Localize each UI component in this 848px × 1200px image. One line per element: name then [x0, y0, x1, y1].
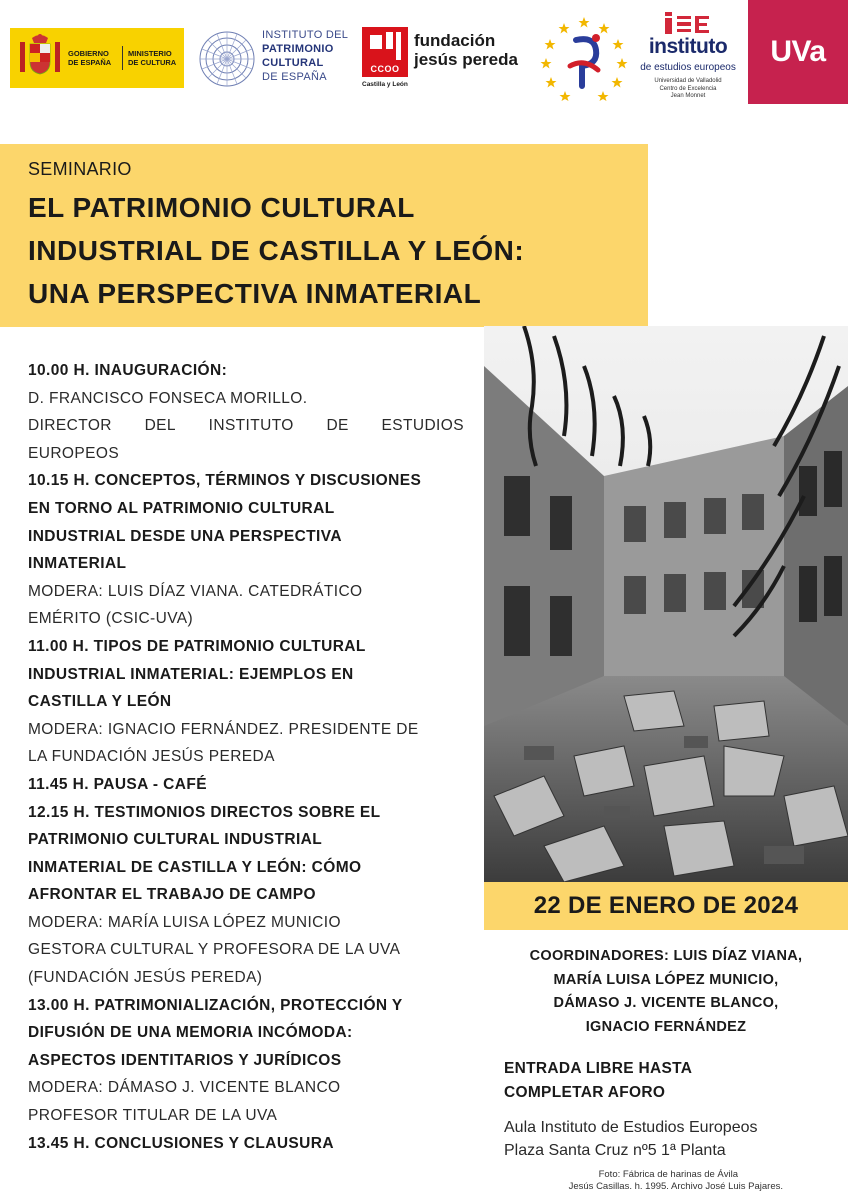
program-detail-line: GESTORA CULTURAL Y PROFESORA DE LA UVA: [28, 941, 401, 959]
program-session-line: 12.15 H. TESTIMONIOS DIRECTOS SOBRE EL: [28, 803, 381, 821]
program-session-line: DIFUSIÓN DE UNA MEMORIA INCÓMODA:: [28, 1024, 353, 1042]
free-entry-notice: [504, 1057, 692, 1105]
iee-jean-monnet: Jean Monnet: [670, 93, 706, 99]
iee-subtitle: de estudios europeos: [640, 62, 736, 73]
program-session-line: AFRONTAR EL TRABAJO DE CAMPO: [28, 886, 316, 904]
photo-credit-line-2: Jesús Casillas. h. 1995. Archivo José Luis Pajares.: [568, 1181, 783, 1192]
program-session-line: 11.45 H. PAUSA - CAFÉ: [28, 775, 207, 793]
program-session-line: 13.00 H. PATRIMONIALIZACIÓN, PROTECCIÓN Y: [28, 996, 403, 1014]
ccoo-fundacion-logo: [362, 27, 530, 93]
iee-university: Universidad de Valladolid: [654, 78, 722, 84]
venue-line-1: Aula Instituto de Estudios Europeos: [504, 1119, 758, 1136]
program-word: INSTITUTO: [208, 417, 294, 435]
coordinators-line-1: COORDINADORES: LUIS DÍAZ VIANA,: [529, 948, 803, 964]
program-detail-line: EUROPEOS: [28, 444, 120, 462]
royal-coat-of-arms-icon: [14, 32, 66, 84]
program-schedule: [28, 357, 464, 1157]
factory-ruins-photo: [484, 326, 848, 882]
program-word: DIRECTOR: [28, 417, 112, 435]
program-session-line: EN TORNO AL PATRIMONIO CULTURAL: [28, 499, 335, 517]
ipce-logo: [196, 26, 358, 92]
ipce-rosette-icon: [198, 30, 256, 88]
ipce-line-4: DE ESPAÑA: [262, 71, 327, 83]
program-session-line: 11.00 H. TIPOS DE PATRIMONIO CULTURAL: [28, 637, 366, 655]
iee-mark-icon: [663, 12, 713, 36]
venue-line-2: Plaza Santa Cruz nº5 1ª Planta: [504, 1142, 726, 1159]
iee-name: instituto: [648, 35, 728, 58]
program-word: DEL: [144, 417, 176, 435]
program-session-line: 13.45 H. CONCLUSIONES Y CLAUSURA: [28, 1134, 334, 1152]
coordinators-line-3: DÁMASO J. VICENTE BLANCO,: [553, 995, 779, 1011]
ruins-illustration: [484, 326, 848, 882]
program-word: ESTUDIOS: [381, 417, 464, 435]
program-session-line: PATRIMONIO CULTURAL INDUSTRIAL: [28, 831, 323, 849]
page-title-line-1: EL PATRIMONIO CULTURAL: [28, 192, 415, 223]
program-session-line: INMATERIAL DE CASTILLA Y LEÓN: CÓMO: [28, 858, 362, 876]
uva-logo: UVa: [748, 0, 848, 104]
photo-credit: [484, 1169, 828, 1193]
ipce-line-3: CULTURAL: [262, 57, 324, 69]
program-session-line: CASTILLA Y LEÓN: [28, 693, 172, 711]
program-session-line: INMATERIAL: [28, 555, 127, 573]
ipce-line-2: PATRIMONIO: [262, 43, 334, 55]
program-session-line: INDUSTRIAL DESDE UNA PERSPECTIVA: [28, 527, 342, 545]
ipce-line-1: INSTITUTO DEL: [262, 29, 349, 41]
page-title-line-3: UNA PERSPECTIVA INMATERIAL: [28, 278, 482, 309]
program-detail-line: (FUNDACIÓN JESÚS PEREDA): [28, 969, 263, 987]
program-session-line: INDUSTRIAL INMATERIAL: EJEMPLOS EN: [28, 665, 354, 683]
fundacion-line-2: jesús pereda: [414, 50, 518, 69]
program-detail-line: MODERA: DÁMASO J. VICENTE BLANCO: [28, 1079, 341, 1097]
program-word: DE: [326, 417, 349, 435]
coordinators-line-4: IGNACIO FERNÁNDEZ: [585, 1018, 747, 1035]
program-detail-line: MODERA: MARÍA LUISA LÓPEZ MUNICIO: [28, 913, 341, 931]
ccoo-mark-icon: [362, 27, 408, 77]
ccoo-region: Castilla y León: [362, 81, 408, 88]
program-session-line: ASPECTOS IDENTITARIOS Y JURÍDICOS: [28, 1051, 342, 1069]
program-session-line: 10.15 H. CONCEPTOS, TÉRMINOS Y DISCUSIONES: [28, 472, 422, 490]
page-title-line-2: INDUSTRIAL DE CASTILLA Y LEÓN:: [28, 235, 525, 266]
iee-centre: Centro de Excelencia: [659, 86, 717, 92]
logo-bar: [0, 0, 848, 110]
program-detail-line: [28, 412, 464, 440]
european-stars-logo-icon: [540, 14, 628, 102]
coordinators-line-2: MARÍA LUISA LÓPEZ MUNICIO,: [553, 971, 779, 988]
iee-logo: [636, 12, 740, 104]
entry-line-1: ENTRADA LIBRE HASTA: [504, 1060, 693, 1077]
coordinators: [484, 945, 848, 1039]
program-detail-line: PROFESOR TITULAR DE LA UVA: [28, 1107, 278, 1125]
program-detail-line: MODERA: LUIS DÍAZ VIANA. CATEDRÁTICO: [28, 582, 363, 600]
fundacion-line-1: fundación: [414, 31, 496, 50]
program-detail-line: MODERA: IGNACIO FERNÁNDEZ. PRESIDENTE DE: [28, 720, 419, 738]
ministerio-label: MINISTERIO DE CULTURA: [128, 49, 177, 67]
program-detail-line: EMÉRITO (CSIC-UVA): [28, 610, 194, 628]
gobierno-espana-logo: [10, 28, 184, 88]
gobierno-label: GOBIERNO DE ESPAÑA: [68, 49, 112, 67]
program-detail-line: LA FUNDACIÓN JESÚS PEREDA: [28, 748, 275, 766]
entry-line-2: COMPLETAR AFORO: [504, 1084, 666, 1101]
venue-address: [504, 1116, 758, 1162]
photo-credit-line-1: Foto: Fábrica de harinas de Ávila: [598, 1169, 738, 1180]
program-session-line: 10.00 H. INAUGURACIÓN:: [28, 362, 228, 379]
event-date: 22 DE ENERO DE 2024: [484, 882, 848, 930]
program-detail-line: D. FRANCISCO FONSECA MORILLO.: [28, 389, 308, 407]
seminar-kicker: SEMINARIO: [28, 159, 132, 179]
ccoo-mark-label: CCOO: [370, 64, 400, 74]
